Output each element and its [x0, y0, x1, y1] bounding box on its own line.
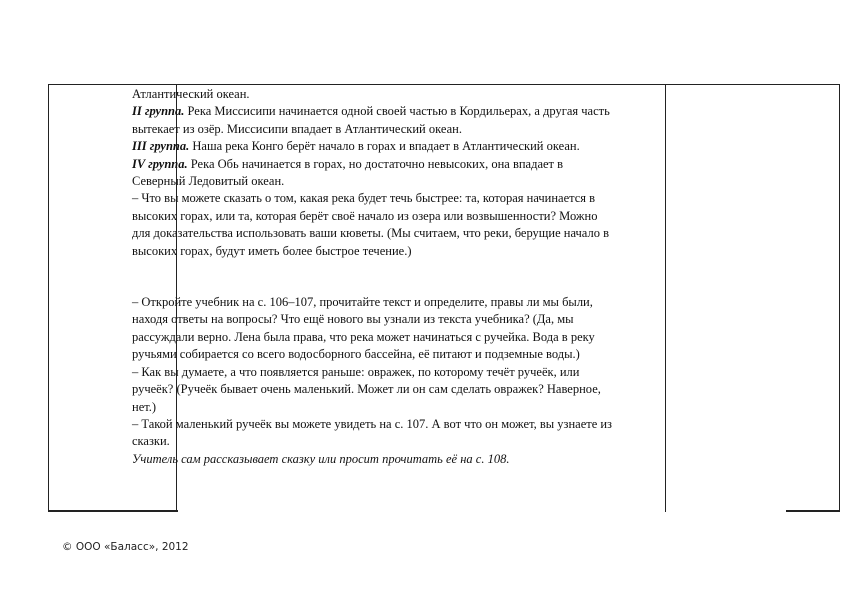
- question-paragraph: – Такой маленький ручеёк вы можете увидеть на с. 107. А вот что он может, вы узнаете из сказки.: [132, 416, 612, 449]
- table-bottom-rule: [786, 510, 840, 512]
- group-label: IV группа.: [132, 156, 188, 171]
- question-paragraph: – Что вы можете сказать о том, какая река будет течь быстрее: та, которая начинается в высоких горах, или та, которая берёт своё начало из озера или возвышенности? Можно для доказательства использовать ваши кюветы. (Мы считаем, что реки, берущие начало в высоких горах, будут иметь более быстрое течение.): [132, 191, 609, 258]
- question-paragraph: – Откройте учебник на с. 106–107, прочитайте текст и определите, правы ли мы были, находя ответы на вопросы? Что ещё нового вы узнали из текста учебника? (Да, мы рассуждали верно. Лена была права, что река может начинаться с ручейка. Вода в реку ручьями собирается со всего водосборного бассейна, её питают и подземные воды.): [132, 295, 595, 362]
- teacher-note: Учитель сам рассказывает сказку или просит прочитать её на с. 108.: [132, 451, 510, 466]
- paragraph: Атлантический океан.: [132, 87, 250, 101]
- group-text: Река Миссисипи начинается одной своей частью в Кордильерах, а другая часть вытекает из озёр. Миссисипи впадает в Атлантический океан.: [132, 104, 610, 136]
- lesson-content-cell: [132, 86, 616, 468]
- group-paragraph: [132, 103, 616, 138]
- group-text: Наша река Конго берёт начало в горах и впадает в Атлантический океан.: [189, 139, 580, 154]
- question-paragraph: – Как вы думаете, а что появляется раньше: овражек, по которому течёт ручеёк, или ручеёк? (Ручеёк бывает очень маленький. Может ли он сам сделать овражек? Наверное, нет.): [132, 364, 601, 414]
- group-paragraph: [132, 138, 616, 155]
- group-paragraph: [132, 156, 616, 191]
- table-column-divider: [665, 85, 666, 512]
- group-text: Река Обь начинается в горах, но достаточно невысоких, она впадает в Северный Ледовитый океан.: [132, 156, 564, 189]
- spacer: [132, 260, 616, 294]
- table-bottom-rule: [48, 510, 178, 512]
- group-label: III группа.: [132, 139, 190, 154]
- copyright-footer: © ООО «Баласс», 2012: [62, 541, 189, 553]
- group-label: II группа.: [132, 104, 185, 119]
